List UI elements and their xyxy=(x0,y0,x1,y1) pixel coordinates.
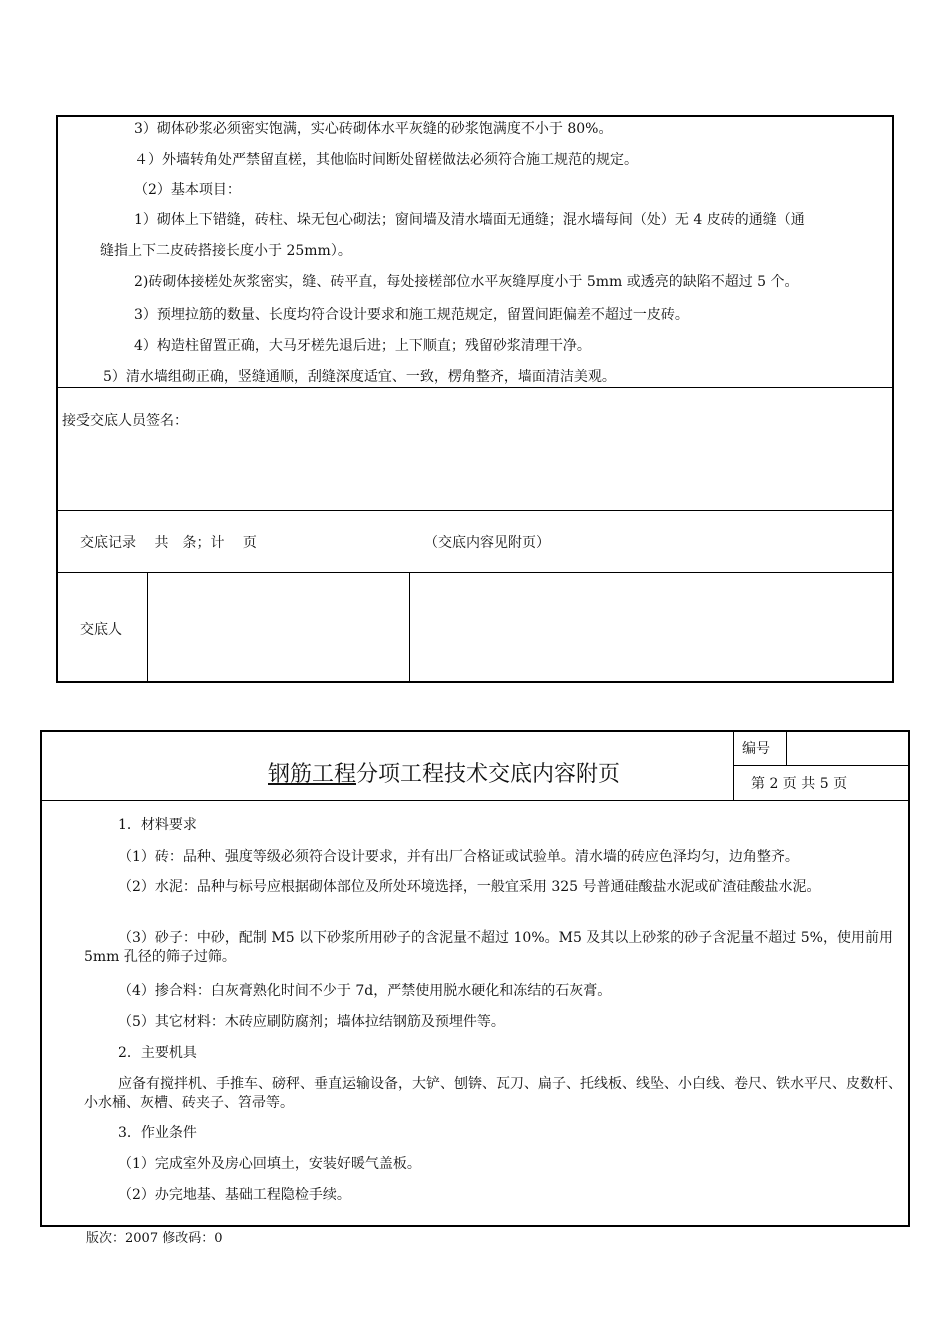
spec-line-4: 1）砌体上下错缝，砖柱、垛无包心砌法；窗间墙及清水墙面无通缝；混水墙每间（处）无 4 皮砖的通缝（通 xyxy=(134,212,805,228)
spec-line-3: （2）基本项目： xyxy=(134,182,241,198)
top-table xyxy=(56,115,894,683)
tools-list: 应备有搅拌机、手推车、磅秤、垂直运输设备，大铲、刨锛、瓦刀、扁子、托线板、线坠、小白线、卷尺、铁水平尺、皮数杆、小水桶、灰槽、砖夹子、笤帚等。 xyxy=(84,1076,902,1111)
top-divider-1 xyxy=(57,387,893,388)
top-divider-3 xyxy=(57,572,893,573)
material-admixture: （4）掺合料：白灰膏熟化时间不少于 7d，严禁使用脱水硬化和冻结的石灰膏。 xyxy=(118,983,612,999)
spec-line-7: 3）预埋拉筋的数量、长度均符合设计要求和施工规范规定，留置间距偏差不超过一皮砖。 xyxy=(134,307,689,323)
spec-line-2: ４）外墙转角处严禁留直槎，其他临时间断处留槎做法必须符合施工规范的规定。 xyxy=(134,152,638,168)
number-divider xyxy=(734,765,909,766)
spec-line-5: 缝指上下二皮砖搭接长度小于 25mm）。 xyxy=(100,243,352,259)
signature-label: 接受交底人员签名： xyxy=(62,413,188,429)
condition-1: （1）完成室外及房心回填土，安装好暖气盖板。 xyxy=(118,1156,421,1172)
number-label: 编号 xyxy=(742,741,770,757)
page-info: 第 2 页 共 5 页 xyxy=(751,776,848,792)
bottom-table xyxy=(40,730,910,1227)
spec-line-8: 4）构造柱留置正确，大马牙槎先退后进；上下顺直；残留砂浆清理干净。 xyxy=(134,338,591,354)
footer-version: 版次：2007 修改码：0 xyxy=(86,1231,223,1246)
page-title xyxy=(268,761,620,789)
spec-line-6: 2)砖砌体接槎处灰浆密实，缝、砖平直，每处接槎部位水平灰缝厚度小于 5mm 或透亮的缺陷不超过 5 个。 xyxy=(134,274,799,290)
material-brick: （1）砖：品种、强度等级必须符合设计要求，并有出厂合格证或试验单。清水墙的砖应色泽均匀，边角整齐。 xyxy=(118,849,799,865)
heading-tools: 2．主要机具 xyxy=(118,1045,197,1061)
header-vdivider xyxy=(733,731,734,801)
material-sand: （3）砂子：中砂，配制 M5 以下砂浆所用砂子的含泥量不超过 10%。M5 及其以上砂浆的砂子含泥量不超过 5%，使用前用 5mm 孔径的筛子过筛。 xyxy=(84,930,893,965)
number-vdivider xyxy=(786,731,787,766)
spec-line-9: 5）清水墙组砌正确，竖缝通顺，刮缝深度适宜、一致，楞角整齐，墙面清洁美观。 xyxy=(103,369,616,385)
top-vdivider-2 xyxy=(409,573,410,682)
material-cement: （2）水泥：品种与标号应根据砌体部位及所处环境选择，一般宜采用 325 号普通硅酸盐水泥或矿渣硅酸盐水泥。 xyxy=(118,879,821,895)
title-underlined: 钢筋工程 xyxy=(268,762,357,787)
record-note: （交底内容见附页） xyxy=(424,535,550,551)
giver-label: 交底人 xyxy=(80,622,122,638)
record-label: 交底记录 共 条；计 页 xyxy=(80,535,257,551)
material-other: （5）其它材料：木砖应刷防腐剂；墙体拉结钢筋及预埋件等。 xyxy=(118,1014,505,1030)
spec-line-1: 3）砌体砂浆必须密实饱满，实心砖砌体水平灰缝的砂浆饱满度不小于 80%。 xyxy=(134,121,613,137)
header-divider xyxy=(41,800,909,801)
title-rest: 分项工程技术交底内容附页 xyxy=(356,762,621,787)
top-divider-2 xyxy=(57,510,893,511)
condition-2: （2）办完地基、基础工程隐检手续。 xyxy=(118,1187,351,1203)
heading-conditions: 3．作业条件 xyxy=(118,1125,197,1141)
top-vdivider-1 xyxy=(147,573,148,682)
heading-materials: 1．材料要求 xyxy=(118,817,197,833)
